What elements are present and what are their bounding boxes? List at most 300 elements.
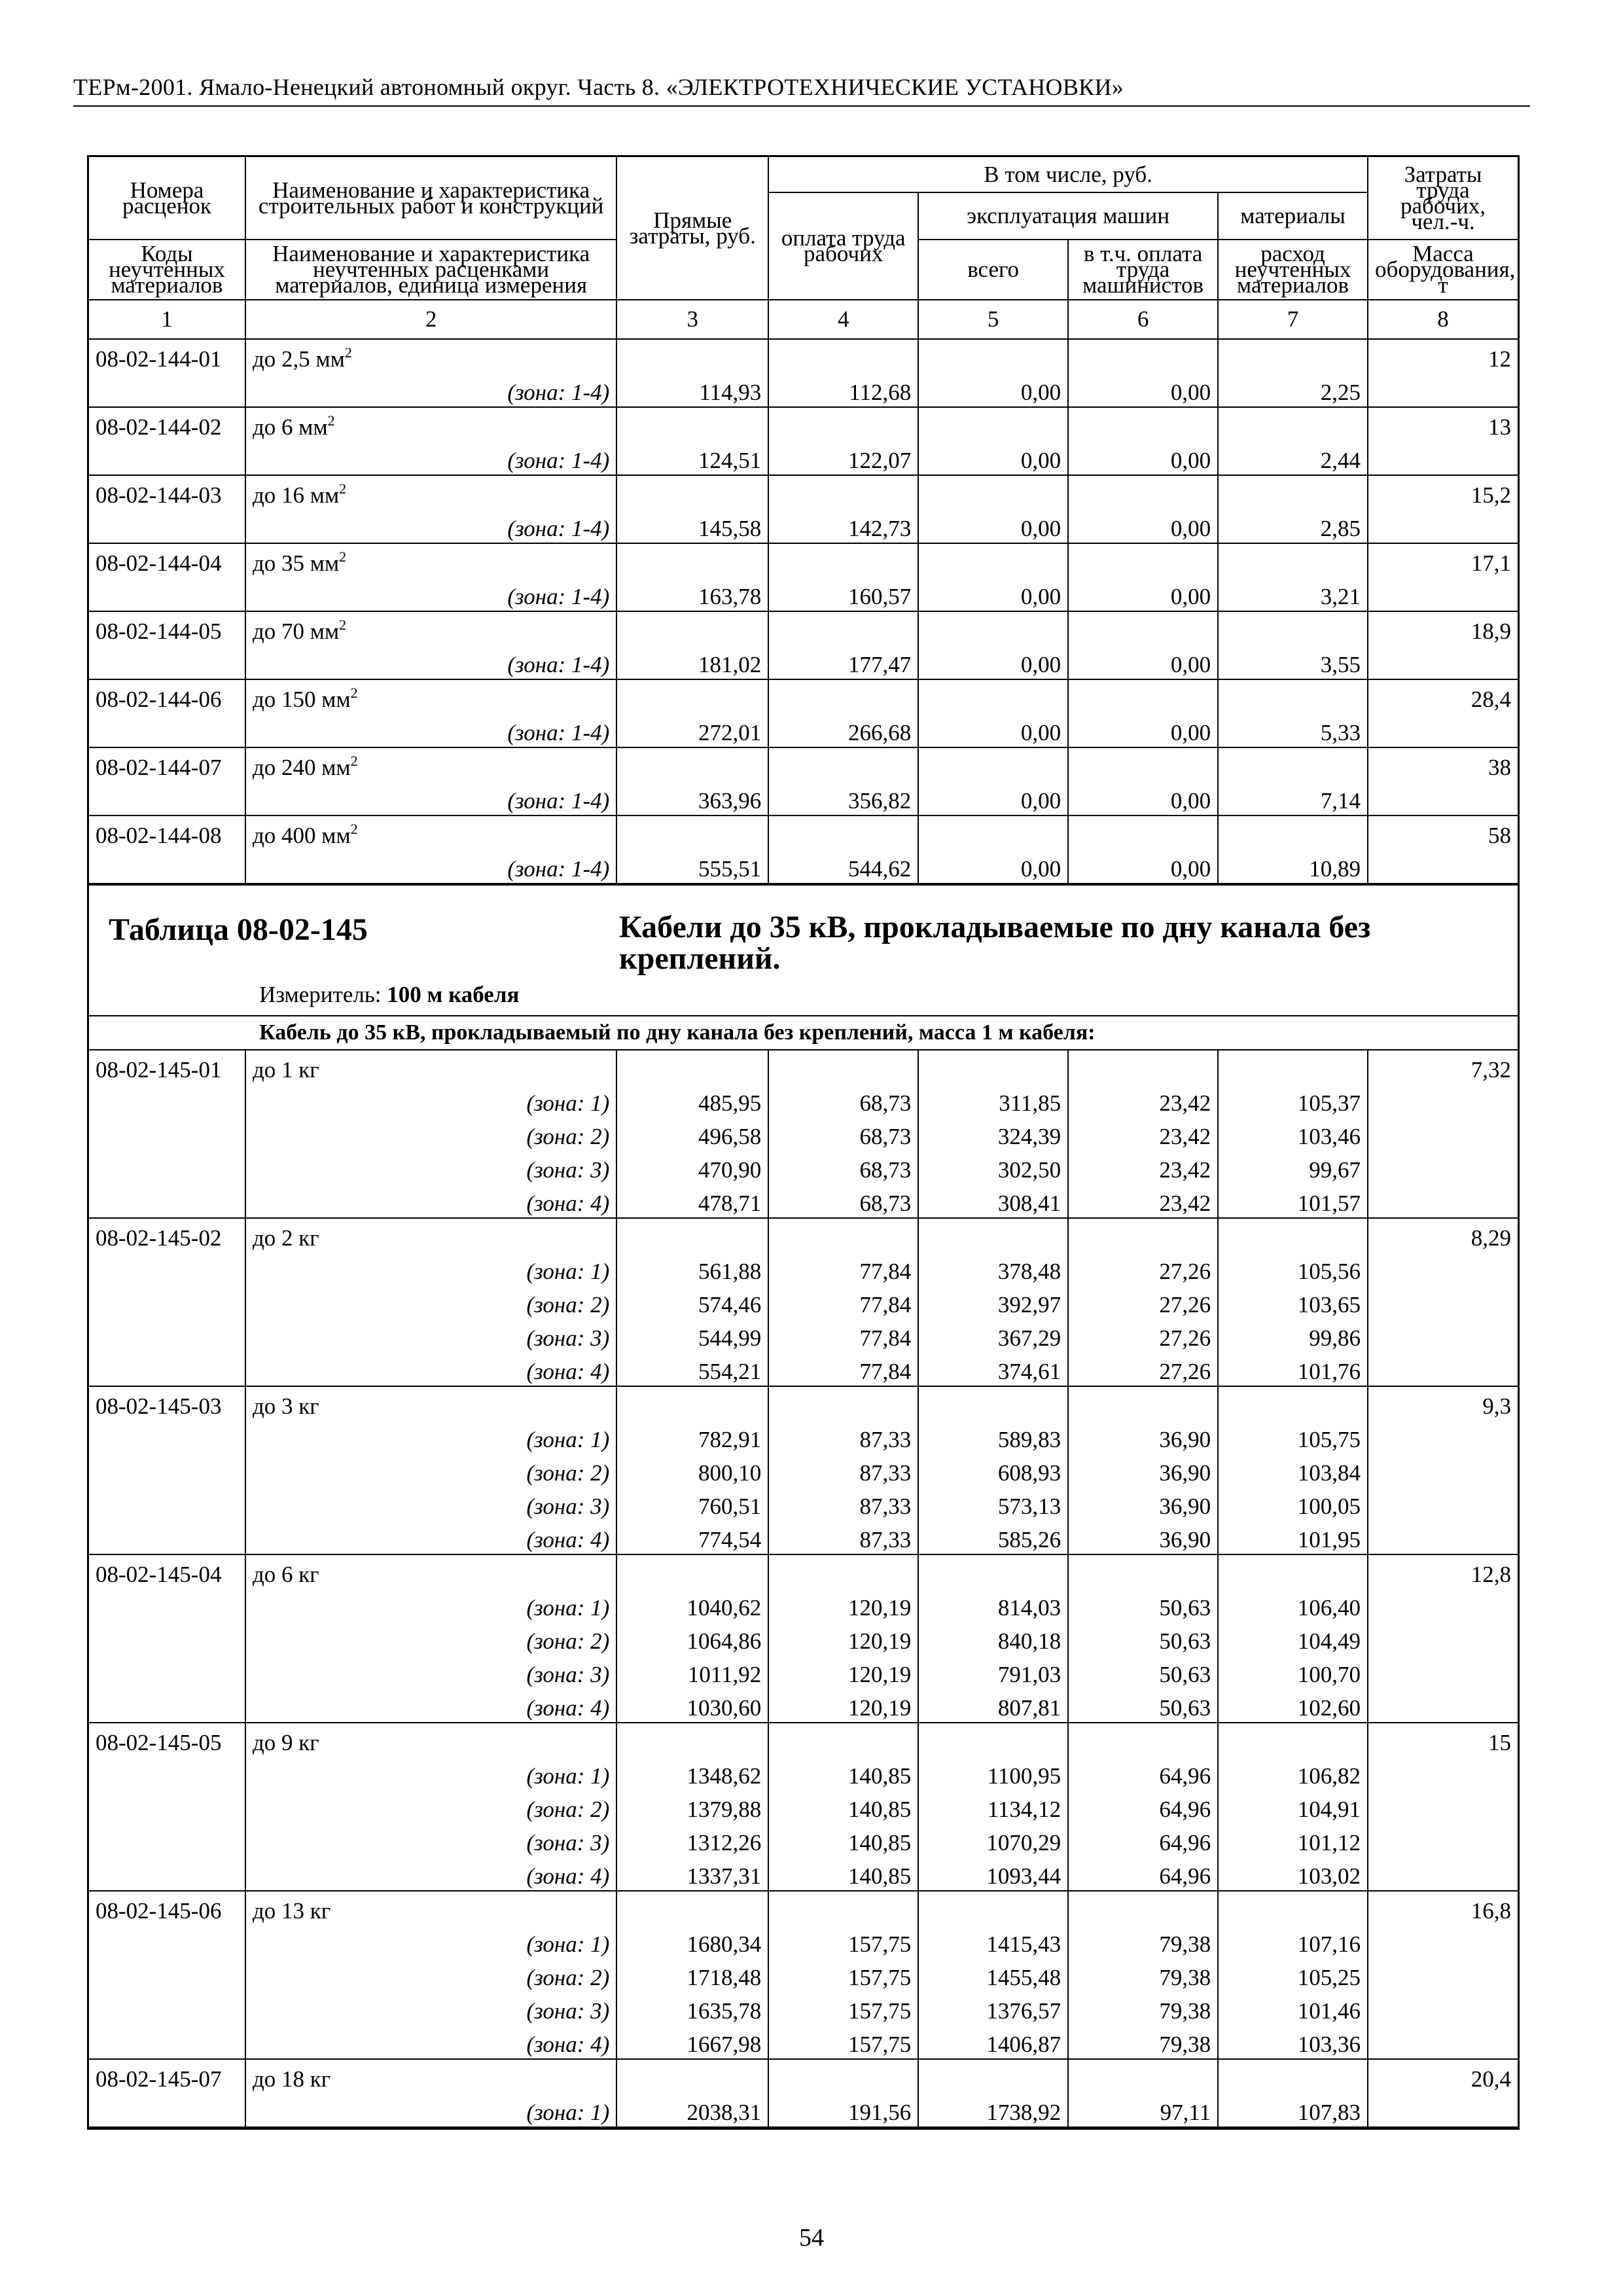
rate-label-row	[89, 543, 1518, 577]
materials-cost: 104,91	[1218, 1790, 1368, 1823]
machinist-wage: 36,90	[1068, 1520, 1218, 1554]
machinist-wage: 64,96	[1068, 1857, 1218, 1891]
unit-exponent: 2	[339, 548, 347, 565]
empty-cell	[1368, 373, 1518, 407]
materials-cost: 100,70	[1218, 1655, 1368, 1689]
empty-cell	[89, 1420, 245, 1454]
zone-label: (зона: 1)	[245, 1588, 616, 1622]
empty-cell	[1368, 645, 1518, 679]
empty-cell	[1368, 850, 1518, 884]
direct-cost: 782,91	[616, 1420, 768, 1454]
zone-label: (зона: 1-4)	[245, 373, 616, 407]
materials-cost: 101,76	[1218, 1352, 1368, 1386]
zone-label: (зона: 1)	[245, 1084, 616, 1117]
rate-name	[245, 407, 616, 441]
machinist-wage: 36,90	[1068, 1420, 1218, 1454]
rate-code: 08-02-144-05	[89, 611, 245, 645]
rate-label-row	[89, 1050, 1518, 1084]
empty-cell	[1218, 475, 1368, 509]
empty-cell	[918, 407, 1068, 441]
empty-cell	[1068, 1218, 1218, 1252]
empty-cell	[89, 1757, 245, 1790]
materials-cost: 7,14	[1218, 781, 1368, 816]
zone-label: (зона: 1)	[245, 1925, 616, 1958]
empty-cell	[616, 1218, 768, 1252]
empty-cell	[1218, 407, 1368, 441]
rate-name	[245, 1554, 616, 1588]
table-label: Таблица 08-02-145	[109, 912, 368, 947]
rate-name	[245, 1050, 616, 1084]
zone-price-row	[89, 1958, 1518, 1992]
machinist-wage: 0,00	[1068, 713, 1218, 747]
zone-label: (зона: 2)	[245, 1622, 616, 1655]
zone-label: (зона: 2)	[245, 1454, 616, 1487]
empty-cell	[1368, 1352, 1518, 1386]
worker-wage: 544,62	[768, 850, 918, 884]
zone-price-row	[89, 1622, 1518, 1655]
materials-cost: 105,37	[1218, 1084, 1368, 1117]
empty-cell	[89, 1958, 245, 1992]
materials-cost: 5,33	[1218, 713, 1368, 747]
zone-label: (зона: 2)	[245, 1117, 616, 1151]
machinist-wage: 23,42	[1068, 1084, 1218, 1117]
machine-cost: 807,81	[918, 1689, 1068, 1723]
materials-cost: 106,40	[1218, 1588, 1368, 1622]
empty-cell	[1368, 1857, 1518, 1891]
empty-cell	[918, 475, 1068, 509]
zone-price-row	[89, 2025, 1518, 2059]
empty-cell	[768, 1386, 918, 1420]
empty-cell	[768, 679, 918, 713]
direct-cost: 1680,34	[616, 1925, 768, 1958]
direct-cost: 800,10	[616, 1454, 768, 1487]
machinist-wage: 0,00	[1068, 850, 1218, 884]
empty-cell	[89, 1655, 245, 1689]
unit-exponent: 2	[344, 344, 352, 361]
direct-cost: 181,02	[616, 645, 768, 679]
empty-cell	[616, 747, 768, 781]
empty-cell	[1368, 1823, 1518, 1857]
worker-wage: 77,84	[768, 1319, 918, 1352]
empty-cell	[918, 543, 1068, 577]
empty-cell	[1368, 2093, 1518, 2127]
labor-cost: 13	[1368, 407, 1518, 441]
rate-label-row	[89, 816, 1518, 850]
zone-price-row	[89, 1857, 1518, 1891]
zone-label: (зона: 4)	[245, 1520, 616, 1554]
rate-name-text: до 2,5 мм	[252, 346, 345, 372]
machinist-wage: 0,00	[1068, 781, 1218, 816]
zone-price-row	[89, 1117, 1518, 1151]
rate-label-row	[89, 1218, 1518, 1252]
machinist-wage: 50,63	[1068, 1689, 1218, 1723]
zone-label: (зона: 1)	[245, 1420, 616, 1454]
zone-price-row	[89, 1925, 1518, 1958]
machine-cost: 308,41	[918, 1184, 1068, 1218]
empty-cell	[1218, 2059, 1368, 2093]
empty-cell	[616, 1891, 768, 1925]
empty-cell	[768, 340, 918, 373]
empty-cell	[768, 543, 918, 577]
machine-cost: 0,00	[918, 509, 1068, 543]
rate-name-text: до 6 мм	[252, 414, 328, 440]
labor-cost: 38	[1368, 747, 1518, 781]
col-rate-number-header: Номера расценок	[89, 157, 245, 240]
table2-body	[89, 1050, 1518, 2128]
rate-code: 08-02-145-05	[89, 1723, 245, 1757]
zone-price-row	[89, 1689, 1518, 1723]
running-header: ТЕРм-2001. Ямало-Ненецкий автономный округ. Часть 8. «ЭЛЕКТРОТЕХНИЧЕСКИЕ УСТАНОВКИ»	[73, 74, 1124, 100]
meter-value: 100 м кабеля	[387, 982, 520, 1007]
machine-cost: 302,50	[918, 1151, 1068, 1184]
empty-cell	[89, 1084, 245, 1117]
zone-price-row	[89, 781, 1518, 816]
empty-cell	[1218, 747, 1368, 781]
rate-label-row	[89, 611, 1518, 645]
rate-name-text: до 2 кг	[252, 1225, 319, 1251]
zone-label: (зона: 4)	[245, 1689, 616, 1723]
machine-cost: 589,83	[918, 1420, 1068, 1454]
rate-name-text: до 400 мм	[252, 823, 351, 848]
empty-cell	[89, 1588, 245, 1622]
empty-cell	[89, 1689, 245, 1723]
empty-cell	[768, 747, 918, 781]
empty-cell	[89, 1319, 245, 1352]
zone-label: (зона: 3)	[245, 1992, 616, 2025]
materials-cost: 102,60	[1218, 1689, 1368, 1723]
empty-cell	[1068, 2059, 1218, 2093]
materials-cost: 99,67	[1218, 1151, 1368, 1184]
zone-label: (зона: 1-4)	[245, 713, 616, 747]
empty-cell	[1218, 1386, 1368, 1420]
zone-price-row	[89, 1420, 1518, 1454]
rate-name	[245, 1386, 616, 1420]
direct-cost: 1667,98	[616, 2025, 768, 2059]
rate-label-row	[89, 475, 1518, 509]
worker-wage: 266,68	[768, 713, 918, 747]
empty-cell	[1368, 1992, 1518, 2025]
empty-cell	[89, 713, 245, 747]
materials-cost: 2,85	[1218, 509, 1368, 543]
rate-code: 08-02-145-04	[89, 1554, 245, 1588]
direct-cost: 1011,92	[616, 1655, 768, 1689]
direct-cost: 124,51	[616, 441, 768, 475]
empty-cell	[1368, 1588, 1518, 1622]
worker-wage: 120,19	[768, 1588, 918, 1622]
empty-cell	[89, 1184, 245, 1218]
machinist-wage: 79,38	[1068, 1925, 1218, 1958]
direct-cost: 496,58	[616, 1117, 768, 1151]
empty-cell	[768, 1891, 918, 1925]
machinist-wage: 27,26	[1068, 1352, 1218, 1386]
machine-cost: 374,61	[918, 1352, 1068, 1386]
empty-cell	[768, 407, 918, 441]
materials-cost: 105,56	[1218, 1252, 1368, 1285]
machine-cost: 1070,29	[918, 1823, 1068, 1857]
col-number: 8	[1368, 300, 1518, 339]
empty-cell	[918, 340, 1068, 373]
col-number: 4	[768, 300, 918, 339]
machinist-wage: 23,42	[1068, 1184, 1218, 1218]
empty-cell	[89, 1925, 245, 1958]
labor-cost: 7,32	[1368, 1050, 1518, 1084]
materials-cost: 101,57	[1218, 1184, 1368, 1218]
empty-cell	[1368, 1454, 1518, 1487]
labor-cost: 9,3	[1368, 1386, 1518, 1420]
rates-table-frame	[87, 155, 1520, 2130]
zone-label: (зона: 3)	[245, 1487, 616, 1520]
labor-cost: 58	[1368, 816, 1518, 850]
zone-label: (зона: 1-4)	[245, 781, 616, 816]
empty-cell	[89, 1252, 245, 1285]
col-labor-header: Затраты труда рабочих, чел.-ч.	[1368, 157, 1518, 240]
direct-cost: 555,51	[616, 850, 768, 884]
empty-cell	[616, 407, 768, 441]
col-material-codes-header: Коды неучтенных материалов	[89, 240, 245, 300]
worker-wage: 68,73	[768, 1084, 918, 1117]
empty-cell	[1218, 679, 1368, 713]
worker-wage: 77,84	[768, 1352, 918, 1386]
materials-cost: 10,89	[1218, 850, 1368, 884]
machinist-wage: 23,42	[1068, 1151, 1218, 1184]
empty-cell	[1368, 1958, 1518, 1992]
zone-label: (зона: 3)	[245, 1655, 616, 1689]
worker-wage: 191,56	[768, 2093, 918, 2127]
rate-name	[245, 543, 616, 577]
empty-cell	[1368, 1319, 1518, 1352]
empty-cell	[1218, 340, 1368, 373]
direct-cost: 478,71	[616, 1184, 768, 1218]
labor-cost: 12	[1368, 340, 1518, 373]
rate-code: 08-02-145-02	[89, 1218, 245, 1252]
zone-price-row	[89, 373, 1518, 407]
rate-name	[245, 1218, 616, 1252]
zone-price-row	[89, 509, 1518, 543]
empty-cell	[768, 611, 918, 645]
zone-label: (зона: 3)	[245, 1319, 616, 1352]
empty-cell	[89, 2093, 245, 2127]
materials-cost: 107,83	[1218, 2093, 1368, 2127]
worker-wage: 68,73	[768, 1117, 918, 1151]
unit-exponent: 2	[350, 821, 358, 837]
rate-name-text: до 70 мм	[252, 619, 340, 644]
rate-code: 08-02-144-01	[89, 340, 245, 373]
machinist-wage: 0,00	[1068, 509, 1218, 543]
header-rule	[73, 105, 1530, 107]
machine-cost: 0,00	[918, 645, 1068, 679]
machine-cost: 814,03	[918, 1588, 1068, 1622]
machine-cost: 311,85	[918, 1084, 1068, 1117]
zone-label: (зона: 2)	[245, 1790, 616, 1823]
empty-cell	[768, 816, 918, 850]
empty-cell	[1368, 1184, 1518, 1218]
rate-name	[245, 1723, 616, 1757]
table-08-02-145-title-block	[89, 884, 1518, 1016]
worker-wage: 356,82	[768, 781, 918, 816]
zone-price-row	[89, 1823, 1518, 1857]
empty-cell	[1368, 1084, 1518, 1117]
direct-cost: 163,78	[616, 577, 768, 611]
direct-cost: 1718,48	[616, 1958, 768, 1992]
empty-cell	[1368, 1151, 1518, 1184]
empty-cell	[616, 1386, 768, 1420]
machinist-wage: 50,63	[1068, 1655, 1218, 1689]
materials-cost: 103,84	[1218, 1454, 1368, 1487]
direct-cost: 2038,31	[616, 2093, 768, 2127]
zone-price-row	[89, 645, 1518, 679]
empty-cell	[918, 611, 1068, 645]
worker-wage: 177,47	[768, 645, 918, 679]
zone-price-row	[89, 1588, 1518, 1622]
machine-cost: 367,29	[918, 1319, 1068, 1352]
materials-cost: 101,46	[1218, 1992, 1368, 2025]
machinist-wage: 0,00	[1068, 441, 1218, 475]
col-number: 3	[616, 300, 768, 339]
empty-cell	[918, 1386, 1068, 1420]
zone-price-row	[89, 1655, 1518, 1689]
col-number: 1	[89, 300, 245, 339]
zone-label: (зона: 3)	[245, 1823, 616, 1857]
table-subheading: Кабель до 35 кВ, прокладываемый по дну канала без креплений, масса 1 м кабеля:	[89, 1016, 1518, 1050]
rate-code: 08-02-144-04	[89, 543, 245, 577]
rate-label-row	[89, 1891, 1518, 1925]
materials-cost: 103,65	[1218, 1285, 1368, 1319]
empty-cell	[1068, 340, 1218, 373]
zone-label: (зона: 1-4)	[245, 577, 616, 611]
rate-name	[245, 475, 616, 509]
machinist-wage: 36,90	[1068, 1487, 1218, 1520]
rate-label-row	[89, 340, 1518, 373]
worker-wage: 142,73	[768, 509, 918, 543]
col-number: 6	[1068, 300, 1218, 339]
empty-cell	[918, 816, 1068, 850]
empty-cell	[89, 1487, 245, 1520]
machine-cost: 1415,43	[918, 1925, 1068, 1958]
zone-label: (зона: 4)	[245, 1352, 616, 1386]
worker-wage: 87,33	[768, 1420, 918, 1454]
machine-cost: 0,00	[918, 441, 1068, 475]
materials-cost: 106,82	[1218, 1757, 1368, 1790]
direct-cost: 544,99	[616, 1319, 768, 1352]
worker-wage: 157,75	[768, 1958, 918, 1992]
worker-wage: 87,33	[768, 1487, 918, 1520]
empty-cell	[918, 1050, 1068, 1084]
zone-price-row	[89, 1084, 1518, 1117]
zone-price-row	[89, 1520, 1518, 1554]
rate-code: 08-02-145-06	[89, 1891, 245, 1925]
empty-cell	[89, 1352, 245, 1386]
machinist-wage: 27,26	[1068, 1285, 1218, 1319]
rate-name-text: до 18 кг	[252, 2066, 331, 2092]
empty-cell	[89, 373, 245, 407]
rate-name-text: до 6 кг	[252, 1562, 319, 1587]
empty-cell	[918, 1891, 1068, 1925]
machine-cost: 1134,12	[918, 1790, 1068, 1823]
rate-code: 08-02-144-02	[89, 407, 245, 441]
empty-cell	[1368, 1925, 1518, 1958]
zone-price-row	[89, 1151, 1518, 1184]
col-work-name-header: Наименование и характеристика строительных работ и конструкций	[245, 157, 616, 240]
machine-cost: 1376,57	[918, 1992, 1068, 2025]
machine-cost: 324,39	[918, 1117, 1068, 1151]
rate-code: 08-02-145-07	[89, 2059, 245, 2093]
empty-cell	[1068, 1891, 1218, 1925]
rate-code: 08-02-145-01	[89, 1050, 245, 1084]
empty-cell	[1368, 1285, 1518, 1319]
zone-price-row	[89, 441, 1518, 475]
empty-cell	[1368, 1487, 1518, 1520]
empty-cell	[1218, 1218, 1368, 1252]
machine-cost: 573,13	[918, 1487, 1068, 1520]
labor-cost: 15,2	[1368, 475, 1518, 509]
empty-cell	[918, 1218, 1068, 1252]
zone-label: (зона: 3)	[245, 1151, 616, 1184]
machine-cost: 1738,92	[918, 2093, 1068, 2127]
empty-cell	[768, 1050, 918, 1084]
zone-label: (зона: 1-4)	[245, 850, 616, 884]
empty-cell	[89, 1151, 245, 1184]
direct-cost: 485,95	[616, 1084, 768, 1117]
empty-cell	[1368, 509, 1518, 543]
direct-cost: 470,90	[616, 1151, 768, 1184]
worker-wage: 77,84	[768, 1252, 918, 1285]
materials-cost: 3,55	[1218, 645, 1368, 679]
col-number: 5	[918, 300, 1068, 339]
empty-cell	[89, 1622, 245, 1655]
empty-cell	[1218, 816, 1368, 850]
empty-cell	[1218, 1050, 1368, 1084]
machinist-wage: 0,00	[1068, 373, 1218, 407]
machine-cost: 1406,87	[918, 2025, 1068, 2059]
zone-price-row	[89, 1454, 1518, 1487]
labor-cost: 20,4	[1368, 2059, 1518, 2093]
zone-label: (зона: 1-4)	[245, 441, 616, 475]
empty-cell	[1368, 577, 1518, 611]
unit-exponent: 2	[339, 480, 347, 497]
worker-wage: 120,19	[768, 1622, 918, 1655]
empty-cell	[1368, 1655, 1518, 1689]
empty-cell	[1068, 611, 1218, 645]
empty-cell	[1368, 2025, 1518, 2059]
empty-cell	[1368, 441, 1518, 475]
rate-label-row	[89, 2059, 1518, 2093]
page-number: 54	[799, 2224, 824, 2251]
empty-cell	[89, 1857, 245, 1891]
empty-cell	[616, 679, 768, 713]
labor-cost: 12,8	[1368, 1554, 1518, 1588]
zone-label: (зона: 1)	[245, 1252, 616, 1285]
unit-exponent: 2	[327, 412, 335, 429]
empty-cell	[89, 1823, 245, 1857]
materials-cost: 103,36	[1218, 2025, 1368, 2059]
empty-cell	[768, 2059, 918, 2093]
zone-label: (зона: 4)	[245, 2025, 616, 2059]
col-including-header: В том числе, руб.	[768, 157, 1368, 192]
materials-cost: 107,16	[1218, 1925, 1368, 1958]
empty-cell	[89, 1520, 245, 1554]
zone-price-row	[89, 850, 1518, 884]
empty-cell	[918, 747, 1068, 781]
rate-name-text: до 1 кг	[252, 1057, 319, 1083]
labor-cost: 16,8	[1368, 1891, 1518, 1925]
empty-cell	[616, 340, 768, 373]
zone-label: (зона: 1-4)	[245, 509, 616, 543]
zone-label: (зона: 1)	[245, 1757, 616, 1790]
table-title: Кабели до 35 кВ, прокладываемые по дну канала без креплений.	[619, 910, 1371, 976]
col-worker-wage-header: оплата труда рабочих	[768, 192, 918, 300]
empty-cell	[89, 2025, 245, 2059]
rate-label-row	[89, 1554, 1518, 1588]
